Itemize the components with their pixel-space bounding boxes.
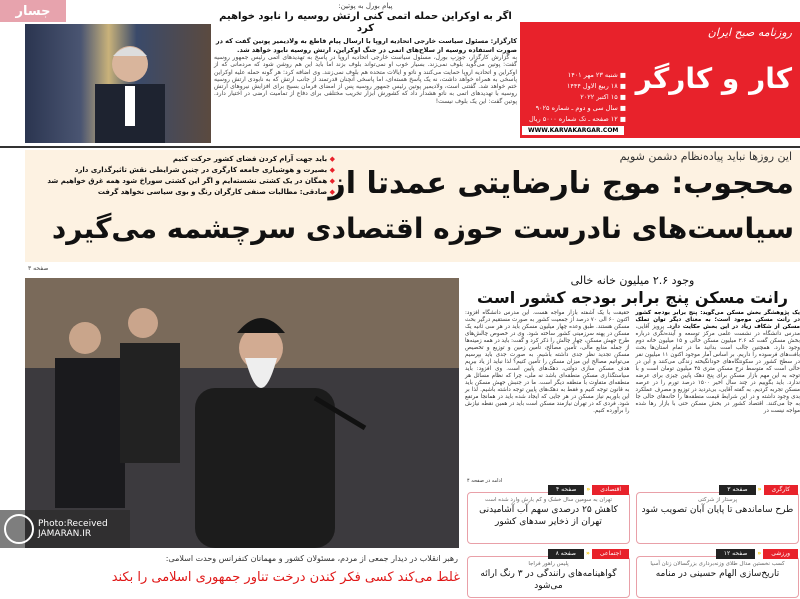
teaser-category: کارگری <box>764 485 798 495</box>
chevron-icon: « <box>586 486 591 493</box>
issue-hijri-date: ■ ۱۸ ربیع الاول ۱۴۴۴ <box>522 81 626 92</box>
teaser-kicker: تهران به سومین سال خشک و کم بارش وارد شده است <box>484 497 613 503</box>
masthead <box>520 22 800 138</box>
teaser-title: کاهش ۲۵ درصدی سهم آب آشامیدنی تهران از ذخایر سدهای کشور <box>479 505 618 527</box>
teaser-title: گواهینامه‌های رانندگی در ۳ رنگ ارائه می‌شود <box>480 569 617 591</box>
lead-intro: کارگزار: مسئول سیاست خارجی اتحادیه اروپا با ارسال پیام قاطع به ولادیمیر پوتین گفت که در صورت استفاده روسیه از سلاح‌های اتمی در جنگ اوکراین، ارتش روسیه نابود خواهد شد. <box>215 37 517 54</box>
teaser-box[interactable] <box>636 486 799 544</box>
issue-date: ■ شنبه ۲۳ مهر ۱۴۰۱ <box>522 70 626 81</box>
teaser-page: صفحه ۸ <box>548 549 584 559</box>
teaser-page: صفحه ۱۲ <box>716 549 756 559</box>
teaser-title: تاریخ‌سازی الهام حسینی در منامه <box>655 569 780 579</box>
teaser-kicker: پرستار از شرکتی <box>697 497 738 503</box>
headline-line-2[interactable]: سیاست‌های نادرست حوزه اقتصادی سرچشمه می‌گیرد <box>51 212 794 245</box>
bullet: ◆ بصیرت و هوشیاری جامعه کارگری در چنین شرایطی نقش تاثیرگذاری دارد <box>35 165 335 176</box>
leader-meeting-photo <box>25 278 459 548</box>
teaser-page: صفحه ۴ <box>548 485 584 495</box>
teaser-box[interactable] <box>467 550 630 598</box>
main-headline-block <box>25 150 800 262</box>
teaser-category: ورزشی <box>763 549 798 559</box>
page-reference: صفحه ۳ <box>28 265 49 272</box>
photo-headline[interactable]: غلط می‌کند کسی فکر کندن درخت تناور جمهوری اسلامی را بکند <box>111 570 460 585</box>
teaser-category: اجتماعی <box>592 549 629 559</box>
headline-line-1[interactable]: محجوب: موج نارضایتی عمدتا از <box>328 166 794 201</box>
lead-article <box>214 2 517 105</box>
watermark-site: JAMARAN.IR <box>38 529 92 539</box>
chevron-icon: « <box>757 486 762 493</box>
article-title[interactable]: رانت مسکن پنج برابر بودجه کشور است <box>477 288 788 307</box>
teaser-kicker: پلیس راهور فراجا <box>528 561 569 567</box>
article-text: پرویز آقایی، مدرس دانشگاه در نشست علمی مرکز توسعه و آینده‌نگری درباره بخش مسکن گفت که ۲.۶ میلیون مسکن خالی و ۱۵ میلیون خانه دوم وجود دارد. همچنین جالب است بدانید ما در تمام استان‌ها بحث بافت‌های فرسوده را داریم. بر اساس آمار موجود اکنون ۱۱ میلیون نفر در سطح کشور در سکونتگاه‌های خودانگیخته زندگی می‌کنند و این در حالی است که متوسط نرخ مسکن متری ۴۵ میلیون تومان است و با توجه به این مهم بازار مسکن برای پنج دهک پایین چیزی برای عرضه ندارد. باید بگوییم در چند سال اخیر ۱۵۰۰ درصد تورم را در عرصه مسکن تجربه کردیم. به گفته آقایی، بی‌تردید در توزیع و مصرف عملکرد بدی وجود داشته و در این شرایط قیمت منطقه‌ها را خانه‌های خالی جا به جا می‌کنند. اقتصاد کشور در بخش مسکن حتی با بازار رها شده مواجه نیست در <box>635 324 800 414</box>
photo-caption: رهبر انقلاب در دیدار جمعی از مردم، مسئولان کشور و مهمانان کنفرانس وحدت اسلامی: <box>165 554 458 563</box>
bullet: ◆ صادقی: مطالبات صنفی کارگران رنگ و بوی سیاسی نخواهد گرفت <box>35 187 335 198</box>
newspaper-name: کار و کارگر <box>635 62 792 95</box>
borrell-photo <box>25 24 211 143</box>
bullet: ◆ همگان در یک کشتی نشسته‌ایم و اگر این کشتی سوراخ شود همه غرق خواهیم شد <box>35 176 335 187</box>
photo-figures <box>25 278 459 548</box>
borrell-figure <box>25 24 211 143</box>
continued-note: ادامه در صفحه ۴ <box>467 478 503 484</box>
lead-body: به گزارش کارگزار، جوزپ بورل، مسئول سیاست خارجی اتحادیه اروپا در پاسخ به تهدیدهای اتمی رئیس جمهور روسیه گفت: پوتین می‌گوید بلوف نمی‌زند. بسیار خوب او نمی‌تواند بلوف بزند اما باید این هم روشن شود که مردمانی که از اوکراین و اتحادیه اروپا حمایت می‌کنند و ناتو و ایالات متحده هم بلوف نمی‌زنند. وی اضافه کرد: هر گونه حمله علیه اوکراین پاسخی به همراه خواهد داشت، نه یک پاسخ هسته‌ای، اما پاسخی آنچنان قدرتمند از جانب ارتش که به نابودی ارتش روسیه ختم خواهد شد. گفتنی است، ولادیمیر پوتین رئیس جمهور روسیه پس از امضای فرمان بسیج برای افزایش نیروهای ارتش روسیه با تهدیدهای اتمی به ناتو هشدار داد که کشورش ابزار تخریب مختلفی برای دفاع از تمامیت ارضی در اختیار دارد. پوتین گفت: این یک بلوف نیست! <box>214 54 517 105</box>
headline-kicker: این روزها نباید پیاده‌نظام دشمن شویم <box>619 150 792 163</box>
issue-info <box>522 70 626 125</box>
chevron-icon: « <box>586 550 590 557</box>
masthead-subtitle: روزنامه صبح ایران <box>707 26 792 39</box>
watermark-credit: Photo:Received <box>38 519 108 529</box>
source-logo: جسار <box>0 0 66 22</box>
article-intro: یک پژوهشگر بخش مسکن می‌گوید: پنج برابر بودجه کشور در رانت مسکن موجود است؛ به معنای دیگر توان تملک مسکن از شکاف زیاد در این بخش حکایت دارد. <box>635 310 800 330</box>
teaser-box[interactable] <box>636 550 799 598</box>
issue-price: ■ ۱۲ صفحه ـ تک شماره ۵۰۰۰ ریال <box>522 114 626 125</box>
teaser-page: صفحه ۳ <box>719 485 755 495</box>
teaser-category: اقتصادی <box>592 485 629 495</box>
issue-number: ■ سال سی و دوم ـ شماره ۹۰۲۵ <box>522 103 626 114</box>
article-kicker: وجود ۲.۶ میلیون خانه خالی <box>570 274 695 287</box>
teaser-kicker: کسب نخستین مدال طلای وزنه‌برداری بزرگسالان زنان آسیا <box>650 561 785 567</box>
issue-gregorian-date: ■ ۱۵ اکتبر ۲۰۲۲ <box>522 92 626 103</box>
chevron-icon: « <box>757 550 762 557</box>
housing-article <box>465 274 800 415</box>
teaser-title: طرح ساماندهی تا پایان آبان تصویب شود <box>641 505 794 515</box>
article-column-1 <box>636 310 800 415</box>
divider <box>0 146 800 148</box>
lead-kicker: پیام بورل به پوتین: <box>338 2 393 10</box>
lead-title[interactable]: اگر به اوکراین حمله اتمی کنی ارتش روسیه را نابود خواهیم کرد <box>219 11 512 34</box>
headline-bullets <box>35 154 335 198</box>
article-column-2: حقیقت با یک آشفته بازار مواجه هست. این مدرس دانشگاه افزود: اکنون ۶۰ الی ۷۰ درصد از جمعیت کشور به صورت مستقیم درگیر بحث مسکن هستند. طبق وعده چهار میلیون مسکن باید در هر سی ثانیه یک مسکن در پهنه سرزمینی کشور ساخته شود. وی در خصوص چالش‌های طرح جهش مسکن، چهار چالش را ذکر کرد و گفت: باید در همه زمینه‌ها از جمله منابع مالی، تأمین مصالح، تأمین زمین و توزیع و تخصیص مسکن تجدید نظر جدی داشته باشیم. به صورت جدی باید بپرسیم می‌توانیم مصالح این میزان مسکن را تأمین کنیم؟ لذا نباید از یاد ببریم هدف مسکن سازی دولتی، دهک‌های پایین است. وی افزود: باید سیاستگذاری مسکن منطقه‌ای باشد نه ملی، چرا که نظام مسائل هر منطقه‌ای متفاوت با منطقه دیگر است. ما در جنبش جهش مسکن باید به قانون توجه کنیم و فقط به دهک‌های پایین توجه داشته باشیم. لذا بر این باوریم نیاز مسکن در هر جایی که ایجاد شده باید در همانجا مرتفع شود. فردی که در تهران نیازمند مسکن است باید در همین نقطه نیازش را برآورده کنیم. <box>465 310 630 414</box>
website-url[interactable]: WWW.KARVAKARGAR.COM <box>522 126 624 135</box>
teaser-box[interactable] <box>467 486 630 544</box>
jamaran-logo <box>4 514 34 544</box>
bullet: ◆ باید جهت آرام کردن فضای کشور حرکت کنیم <box>35 154 335 165</box>
photo-watermark <box>0 510 130 548</box>
